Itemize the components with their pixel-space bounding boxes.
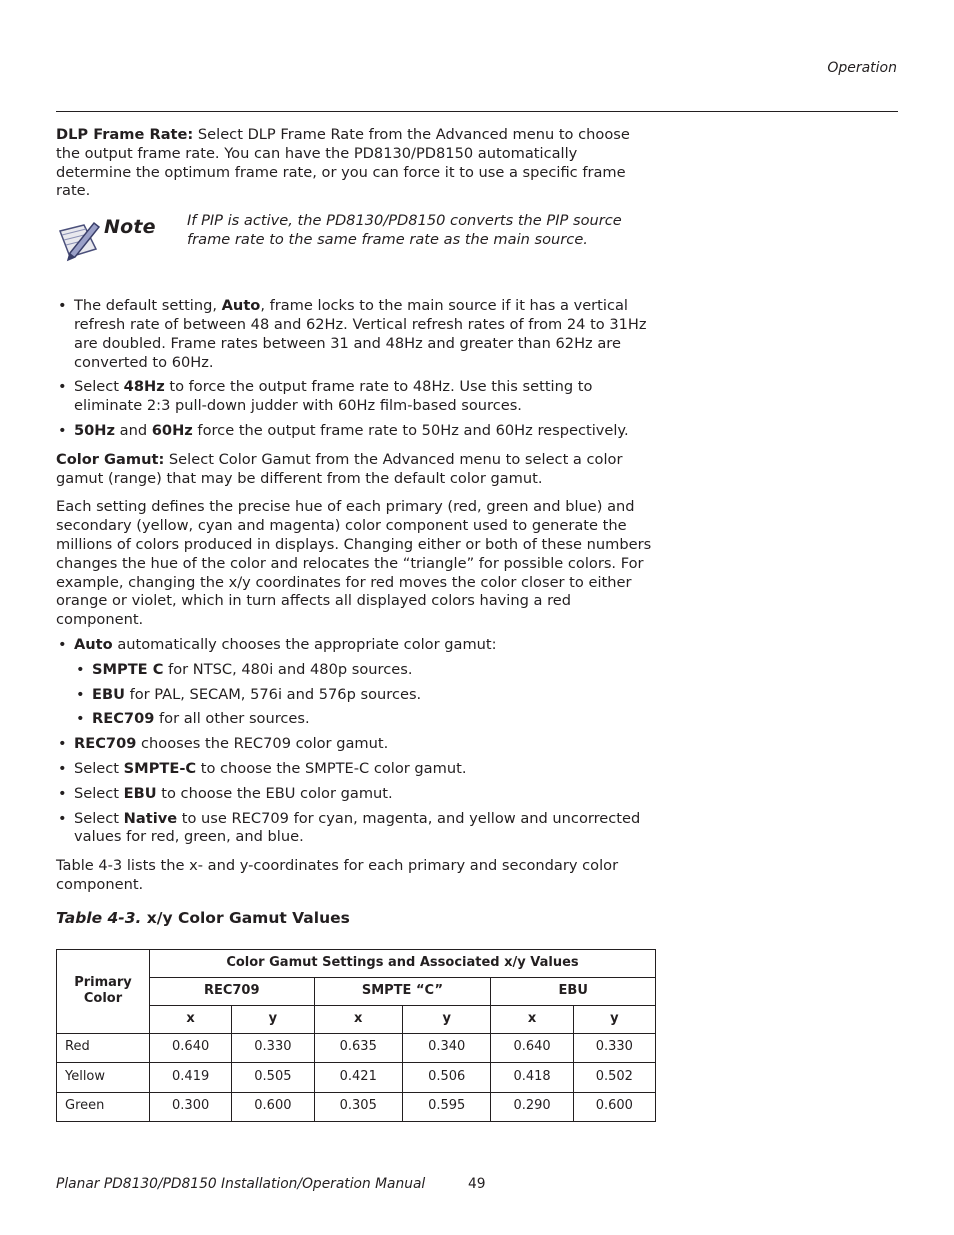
table-cell: 0.418: [491, 1063, 573, 1093]
x-header: x: [491, 1005, 573, 1033]
column-header-rec709: REC709: [150, 977, 315, 1005]
table-cell: 0.640: [491, 1033, 573, 1063]
table-cell: 0.421: [314, 1063, 402, 1093]
frame-rate-intro: DLP Frame Rate: Select DLP Frame Rate from the Advanced menu to choose the output frame rate. You can have the PD8130/PD8150 automatically determine the optimum frame rate, or you can force it to use a specific frame rate.: [56, 126, 630, 200]
table-cell: 0.330: [573, 1033, 655, 1063]
table-cell: 0.502: [573, 1063, 655, 1093]
running-header: Operation: [827, 60, 897, 76]
list-item: • The default setting, Auto, frame locks to the main source if it has a vertical refresh rate of between 48 and 62Hz. Vertical refresh rates of from 24 to 31Hz are doubled. Frame rates between 31 and 48Hz and greater than 62Hz are converted to 60Hz.: [56, 297, 656, 372]
list-item: • Select 48Hz to force the output frame rate to 48Hz. Use this setting to eliminate 2:3 pull-down judder with 60Hz film-based sources.: [56, 378, 656, 416]
note-box: [56, 212, 656, 275]
table-row: [57, 1033, 656, 1063]
list-item: • Auto automatically chooses the appropriate color gamut:: [56, 636, 656, 655]
list-item: • Select SMPTE-C to choose the SMPTE-C color gamut.: [56, 760, 656, 779]
table-cell: 0.640: [150, 1033, 232, 1063]
table-cell: 0.330: [232, 1033, 314, 1063]
row-label: Green: [57, 1092, 150, 1122]
y-header: y: [573, 1005, 655, 1033]
x-header: x: [314, 1005, 402, 1033]
note-label: Note: [104, 216, 156, 239]
column-header-ebu: EBU: [491, 977, 656, 1005]
table-title: Table 4-3. x/y Color Gamut Values: [56, 908, 350, 927]
table-cell: 0.506: [402, 1063, 490, 1093]
row-label: Red: [57, 1033, 150, 1063]
table-row: [57, 1063, 656, 1093]
x-header: x: [150, 1005, 232, 1033]
list-item: • 50Hz and 60Hz force the output frame rate to 50Hz and 60Hz respectively.: [56, 422, 656, 441]
table-cell: 0.505: [232, 1063, 314, 1093]
color-gamut-options: [56, 636, 656, 847]
list-item: • REC709 for all other sources.: [56, 710, 656, 729]
table-reference: Table 4-3 lists the x- and y-coordinates for each primary and secondary color component.: [56, 857, 619, 893]
column-header-smpte-c: SMPTE “C”: [314, 977, 491, 1005]
color-gamut-table: [56, 949, 656, 1123]
table-cell: 0.340: [402, 1033, 490, 1063]
table-cell: 0.595: [402, 1092, 490, 1122]
primary-color-header: Primary Color: [57, 949, 150, 1033]
page-number: 49: [468, 1176, 486, 1192]
color-gamut-description: Each setting defines the precise hue of each primary (red, green and blue) and secondary (yellow, cyan and magenta) color component used to generate the millions of colors produced in displays. Changing either or both of these numbers changes the hue of the color and relocates the “triangle” for possible colors. For example, changing the x/y coordinates for red moves the color closer to either orange or violet, which in turn affects all displayed colors having a red component.: [56, 498, 652, 629]
frame-rate-options: [56, 297, 656, 441]
list-item: • Select Native to use REC709 for cyan, magenta, and yellow and uncorrected values for red, green, and blue.: [56, 810, 656, 848]
table-cell: 0.290: [491, 1092, 573, 1122]
color-gamut-intro: Color Gamut: Select Color Gamut from the Advanced menu to select a color gamut (range) that may be different from the default color gamut.: [56, 450, 623, 487]
table-cell: 0.600: [573, 1092, 655, 1122]
y-header: y: [402, 1005, 490, 1033]
table-cell: 0.300: [150, 1092, 232, 1122]
gamut-settings-header: Color Gamut Settings and Associated x/y Values: [150, 949, 656, 977]
list-item: • Select EBU to choose the EBU color gamut.: [56, 785, 656, 804]
table-cell: 0.600: [232, 1092, 314, 1122]
table-header-row: [57, 949, 656, 977]
y-header: y: [232, 1005, 314, 1033]
frame-rate-heading: DLP Frame Rate:: [56, 126, 194, 143]
list-item: • EBU for PAL, SECAM, 576i and 576p sources.: [56, 686, 656, 705]
note-text: If PIP is active, the PD8130/PD8150 converts the PIP source frame rate to the same frame rate as the main source.: [187, 212, 622, 249]
header-rule: [56, 111, 898, 112]
note-pencil-icon: [56, 217, 102, 263]
table-cell: 0.635: [314, 1033, 402, 1063]
table-cell: 0.419: [150, 1063, 232, 1093]
table-row: [57, 1092, 656, 1122]
list-item: • REC709 chooses the REC709 color gamut.: [56, 735, 656, 754]
color-gamut-heading: Color Gamut:: [56, 450, 165, 468]
footer-manual-title: Planar PD8130/PD8150 Installation/Operation Manual: [56, 1176, 426, 1192]
table-cell: 0.305: [314, 1092, 402, 1122]
row-label: Yellow: [57, 1063, 150, 1093]
list-item: • SMPTE C for NTSC, 480i and 480p sources.: [56, 661, 656, 680]
page-content: [56, 126, 656, 1122]
